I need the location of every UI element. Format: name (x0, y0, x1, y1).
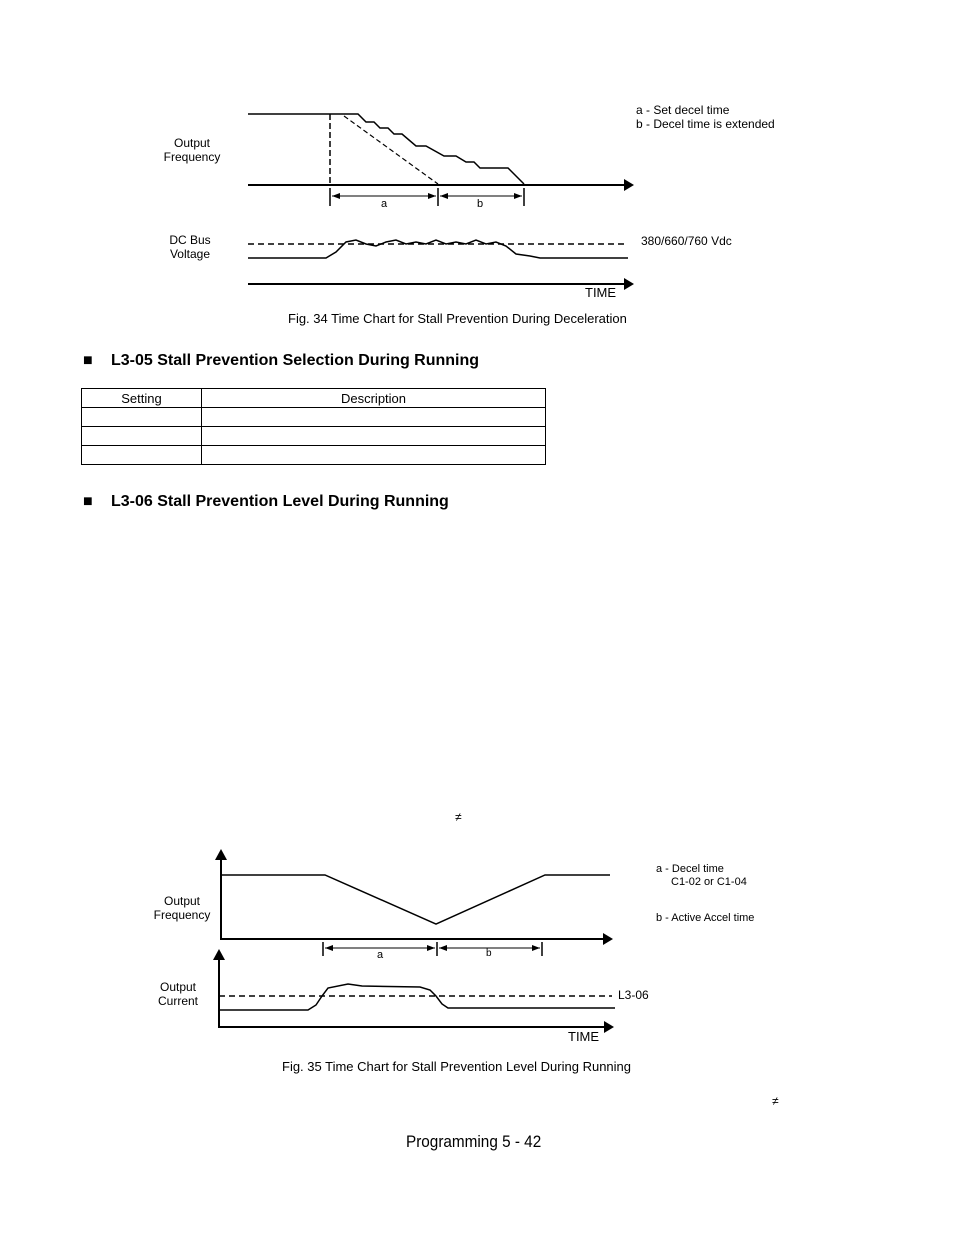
table-header-setting: Setting (82, 389, 202, 408)
fig34-legend-a: a - Set decel time (636, 103, 730, 117)
fig34-caption: Fig. 34 Time Chart for Stall Prevention During Deceleration (288, 311, 627, 326)
fig35-legend-a-line2: C1-02 or C1-04 (671, 876, 747, 888)
fig35-legend-a-line1: a - Decel time (656, 863, 724, 875)
l3-05-bullet: ■ (83, 352, 93, 369)
fig34-time-label: TIME (585, 285, 617, 300)
fig35-freq-x-axis-arrow (603, 933, 613, 945)
fig35-freq-curve (221, 875, 610, 924)
table-header-description: Description (202, 389, 546, 408)
fig35-l3-06-label: L3-06 (618, 988, 649, 1002)
footer-neq-symbol: ≠ (772, 1094, 779, 1108)
fig35-legend-b: b - Active Accel time (656, 912, 755, 924)
fig34-vdc-label: 380/660/760 Vdc (641, 234, 732, 248)
fig34-marker-b: b (477, 198, 484, 210)
fig35-time-label: TIME (568, 1029, 600, 1044)
fig35-time-axis-arrow (604, 1021, 614, 1033)
fig34-marker-a: a (381, 198, 388, 210)
neq-symbol: ≠ (455, 810, 462, 824)
l3-05-heading: L3-05 Stall Prevention Selection During Running (111, 352, 480, 369)
fig35-output-current-label: Output Current (157, 980, 198, 1008)
fig34-output-frequency-label: Output Frequency (163, 136, 221, 164)
fig35-caption: Fig. 35 Time Chart for Stall Prevention Level During Running (282, 1059, 632, 1074)
page-number: Programming 5 - 42 (406, 1132, 542, 1151)
fig34-legend-b: b - Decel time is extended (636, 117, 775, 131)
fig35-current-y-axis-arrow (213, 949, 225, 960)
l3-06-bullet: ■ (83, 493, 93, 510)
fig35-current-wave (219, 984, 615, 1010)
l3-06-heading: L3-06 Stall Prevention Level During Running (111, 493, 449, 510)
fig35-output-frequency-label: Output Frequency (153, 894, 211, 922)
fig34-dc-bus-label: DC Bus Voltage (169, 233, 211, 261)
fig35-marker-a: a (377, 949, 384, 961)
fig35-marker-b: b (486, 948, 492, 959)
fig35-freq-y-axis-arrow (215, 849, 227, 860)
